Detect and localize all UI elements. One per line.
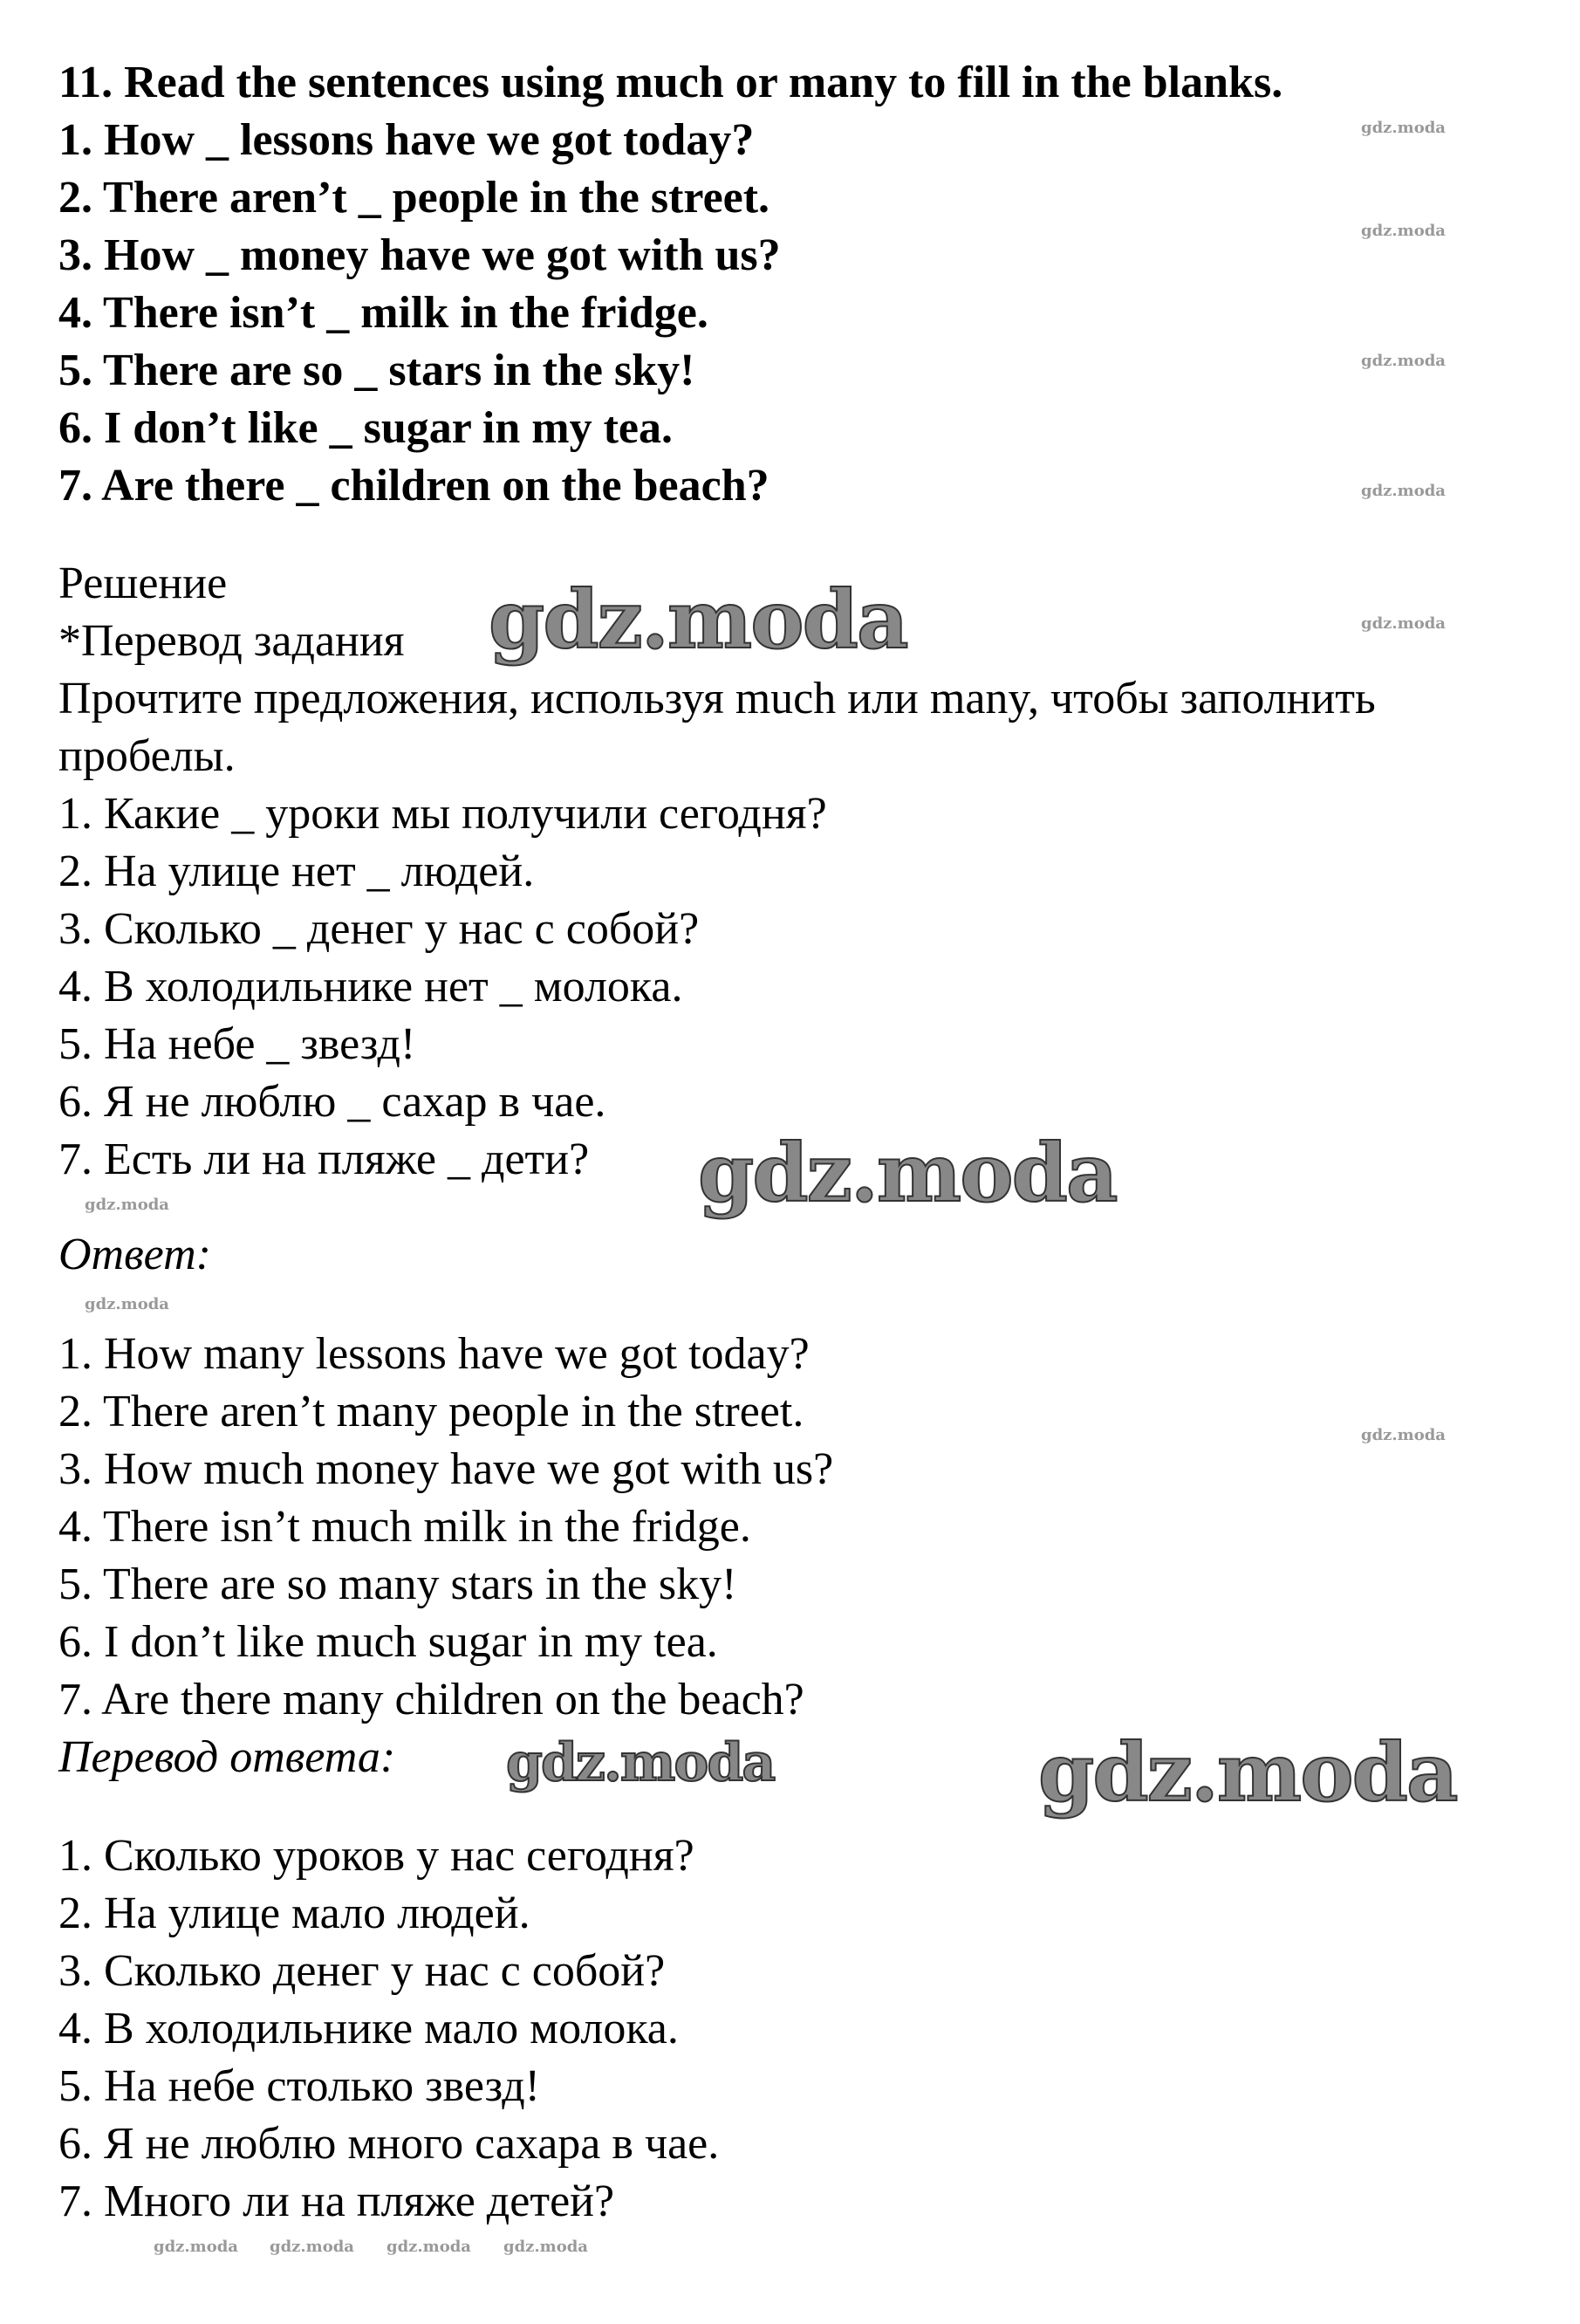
answer-translation-label: Перевод ответа: bbox=[58, 1732, 396, 1782]
watermark: gdz.moda bbox=[698, 1126, 1117, 1220]
watermark-small: gdz.moda bbox=[503, 2238, 588, 2256]
task-item: 2. There aren’t _ people in the street. bbox=[58, 173, 770, 223]
answer-block bbox=[58, 1326, 833, 1786]
translation-text: пробелы. bbox=[58, 731, 236, 781]
answer-item: 2. There aren’t many people in the street. bbox=[58, 1387, 804, 1436]
translation-item: 2. На улице нет _ людей. bbox=[58, 847, 535, 896]
translation-item: 4. В холодильнике нет _ молока. bbox=[58, 962, 683, 1011]
watermark-small: gdz.moda bbox=[1361, 119, 1446, 137]
answer-item: 3. How much money have we got with us? bbox=[58, 1444, 834, 1494]
answer-translation-item: 7. Много ли на пляже детей? bbox=[58, 2177, 615, 2226]
answer-item: 5. There are so many stars in the sky! bbox=[58, 1560, 737, 1609]
watermark: gdz.moda bbox=[489, 572, 907, 667]
answer-label-block bbox=[58, 1226, 211, 1284]
answer-translation-item: 6. Я не люблю много сахара в чае. bbox=[58, 2119, 720, 2169]
task-block bbox=[58, 54, 1282, 515]
watermark-small: gdz.moda bbox=[386, 2238, 471, 2256]
answer-translation-item: 4. В холодильнике мало молока. bbox=[58, 2004, 679, 2053]
solution-heading: Решение bbox=[58, 559, 228, 608]
task-item: 7. Are there _ children on the beach? bbox=[58, 461, 769, 511]
answer-item: 6. I don’t like much sugar in my tea. bbox=[58, 1617, 718, 1667]
task-item: 1. How _ lessons have we got today? bbox=[58, 115, 755, 165]
task-item: 4. There isn’t _ milk in the fridge. bbox=[58, 288, 708, 338]
task-item: 3. How _ money have we got with us? bbox=[58, 230, 781, 280]
task-item: 6. I don’t like _ sugar in my tea. bbox=[58, 403, 673, 453]
answer-translation-block bbox=[58, 1827, 719, 2231]
task-title: 11. Read the sentences using much or many to fill in the blanks. bbox=[58, 58, 1283, 107]
watermark-small: gdz.moda bbox=[1361, 482, 1446, 500]
answer-translation-item: 1. Сколько уроков у нас сегодня? bbox=[58, 1831, 694, 1881]
answer-translation-item: 2. На улице мало людей. bbox=[58, 1889, 530, 1938]
answer-item: 1. How many lessons have we got today? bbox=[58, 1329, 810, 1379]
translation-text: Прочтите предложения, используя much или many, чтобы заполнить bbox=[58, 674, 1376, 723]
watermark-small: gdz.moda bbox=[154, 2238, 238, 2256]
translation-item: 6. Я не люблю _ сахар в чае. bbox=[58, 1077, 606, 1127]
watermark: gdz.moda bbox=[1038, 1725, 1457, 1820]
watermark-small: gdz.moda bbox=[85, 1196, 169, 1214]
watermark-small: gdz.moda bbox=[270, 2238, 354, 2256]
answer-label: Ответ: bbox=[58, 1230, 211, 1279]
translation-item: 5. На небе _ звезд! bbox=[58, 1019, 416, 1069]
watermark-small: gdz.moda bbox=[1361, 222, 1446, 240]
answer-item: 7. Are there many children on the beach? bbox=[58, 1675, 804, 1724]
answer-translation-item: 3. Сколько денег у нас с собой? bbox=[58, 1946, 666, 1996]
answer-translation-item: 5. На небе столько звезд! bbox=[58, 2061, 540, 2111]
translation-item: 7. Есть ли на пляже _ дети? bbox=[58, 1135, 590, 1184]
translation-item: 1. Какие _ уроки мы получили сегодня? bbox=[58, 789, 827, 839]
watermark: gdz.moda bbox=[506, 1732, 775, 1793]
translation-item: 3. Сколько _ денег у нас с собой? bbox=[58, 904, 700, 954]
watermark-small: gdz.moda bbox=[1361, 352, 1446, 370]
watermark-small: gdz.moda bbox=[1361, 614, 1446, 633]
translation-label: *Перевод задания bbox=[58, 616, 405, 666]
answer-item: 4. There isn’t much milk in the fridge. bbox=[58, 1502, 751, 1552]
task-item: 5. There are so _ stars in the sky! bbox=[58, 346, 695, 395]
watermark-small: gdz.moda bbox=[85, 1295, 169, 1313]
watermark-small: gdz.moda bbox=[1361, 1426, 1446, 1444]
